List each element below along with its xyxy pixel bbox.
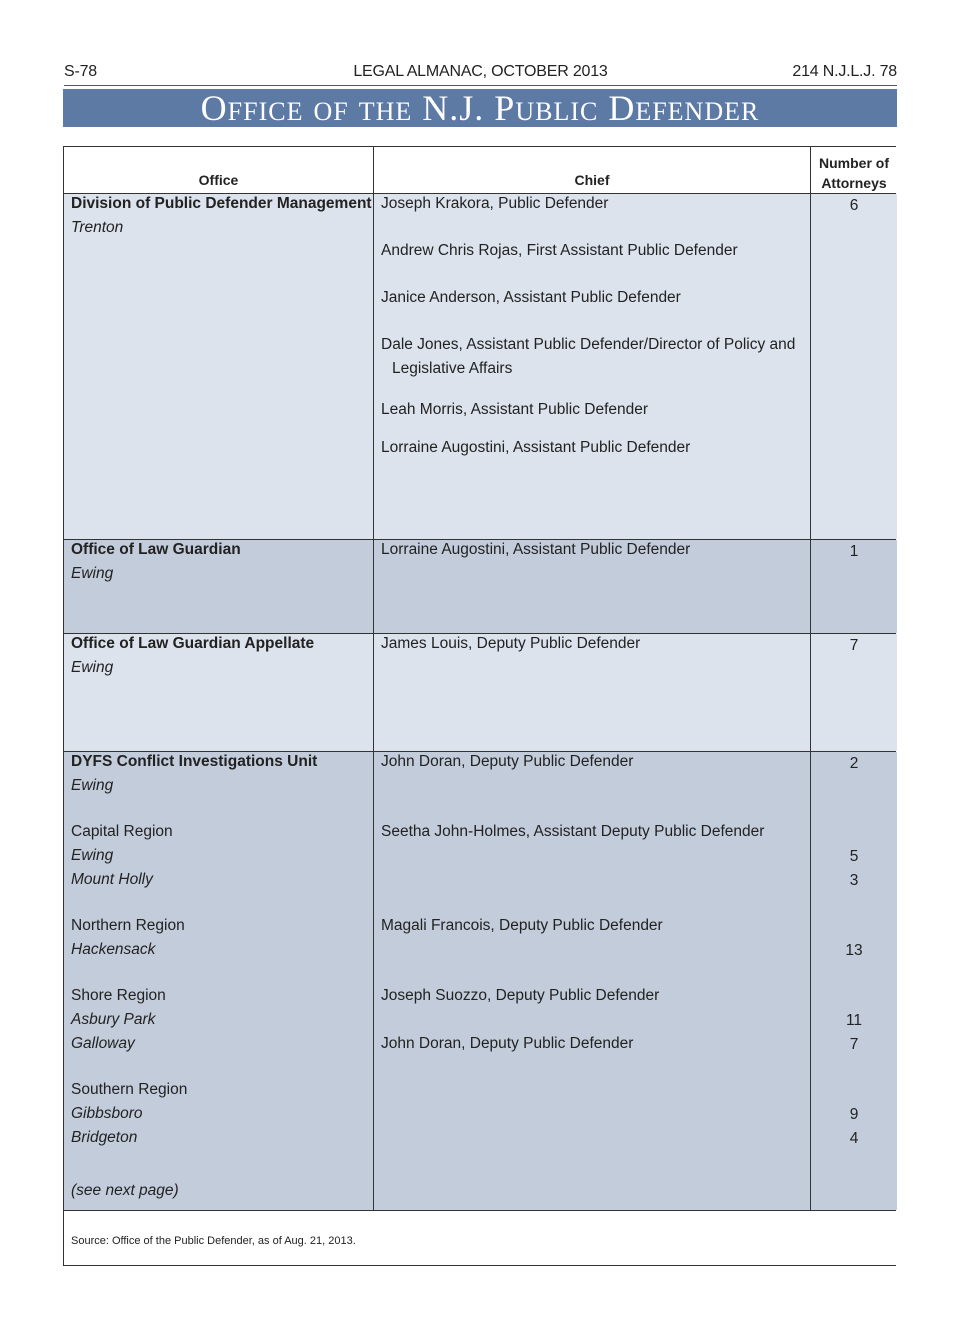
chief-name: Janice Anderson, Assistant Public Defender (381, 289, 681, 306)
office-location: Ewing (71, 659, 114, 676)
table-row (64, 752, 897, 1210)
region-name: Capital Region (71, 823, 173, 840)
table-row (64, 634, 897, 751)
chief-name: James Louis, Deputy Public Defender (381, 635, 641, 652)
attorney-count: 2 (849, 755, 859, 772)
attorney-count: 5 (849, 848, 859, 865)
chief-name: Dale Jones, Assistant Public Defender/Director of Policy and (381, 336, 796, 353)
header-number-line2: Attorneys (821, 175, 887, 191)
table-row (64, 194, 897, 539)
header-office: Office (198, 172, 239, 188)
region-name: Shore Region (71, 987, 166, 1004)
chief-name: Leah Morris, Assistant Public Defender (381, 401, 649, 418)
chief-name-continued: Legislative Affairs (392, 360, 513, 377)
chief-name: Magali Francois, Deputy Public Defender (381, 917, 663, 934)
header-number-line1: Number of (819, 155, 889, 171)
chief-name: John Doran, Deputy Public Defender (381, 753, 634, 770)
header-rule (64, 85, 897, 86)
attorney-count: 4 (849, 1130, 859, 1147)
chief-name: Andrew Chris Rojas, First Assistant Public Defender (381, 242, 738, 259)
chief-name: Seetha John-Holmes, Assistant Deputy Public Defender (381, 823, 765, 840)
office-location: Galloway (71, 1035, 135, 1052)
office-location: Ewing (71, 565, 114, 582)
attorney-count: 13 (845, 942, 863, 959)
header-number (811, 153, 897, 193)
attorney-count: 11 (845, 1012, 863, 1029)
office-location: Trenton (71, 219, 124, 236)
attorney-count: 1 (849, 543, 859, 560)
office-location: Ewing (71, 777, 114, 794)
page-number: S-78 (64, 63, 97, 80)
chief-name: Lorraine Augostini, Assistant Public Defender (381, 439, 691, 456)
citation: 214 N.J.L.J. 78 (792, 63, 897, 80)
table-row (64, 540, 897, 633)
attorney-count: 3 (849, 872, 859, 889)
office-name: DYFS Conflict Investigations Unit (71, 753, 318, 770)
office-name: Division of Public Defender Management (71, 195, 372, 212)
running-head (64, 63, 897, 85)
office-location: Mount Holly (71, 871, 153, 888)
chief-name: Joseph Suozzo, Deputy Public Defender (381, 987, 660, 1004)
office-name: Office of Law Guardian Appellate (71, 635, 315, 652)
region-name: Southern Region (71, 1081, 188, 1098)
source-row (64, 1211, 897, 1265)
office-location: Asbury Park (71, 1011, 156, 1028)
chief-name: Joseph Krakora, Public Defender (381, 195, 609, 212)
defender-table (63, 146, 896, 1266)
office-location: Bridgeton (71, 1129, 138, 1146)
table-header (64, 147, 897, 193)
chief-name: John Doran, Deputy Public Defender (381, 1035, 634, 1052)
attorney-count: 9 (849, 1106, 859, 1123)
region-name: Northern Region (71, 917, 185, 934)
office-location: Hackensack (71, 941, 156, 958)
source-note: Source: Office of the Public Defender, as of Aug. 21, 2013. (71, 1235, 356, 1247)
continued-note: (see next page) (71, 1182, 179, 1199)
publication-title: LEGAL ALMANAC, OCTOBER 2013 (353, 63, 608, 80)
office-location: Gibbsboro (71, 1105, 143, 1122)
office-name: Office of Law Guardian (71, 541, 241, 558)
office-location: Ewing (71, 847, 114, 864)
attorney-count: 7 (849, 637, 859, 654)
header-chief: Chief (574, 172, 610, 188)
attorney-count: 7 (849, 1036, 859, 1053)
chief-name: Lorraine Augostini, Assistant Public Defender (381, 541, 691, 558)
page-title: OFFICE OF THE N.J. PUBLIC DEFENDER (63, 89, 897, 127)
attorney-count: 6 (849, 197, 859, 214)
